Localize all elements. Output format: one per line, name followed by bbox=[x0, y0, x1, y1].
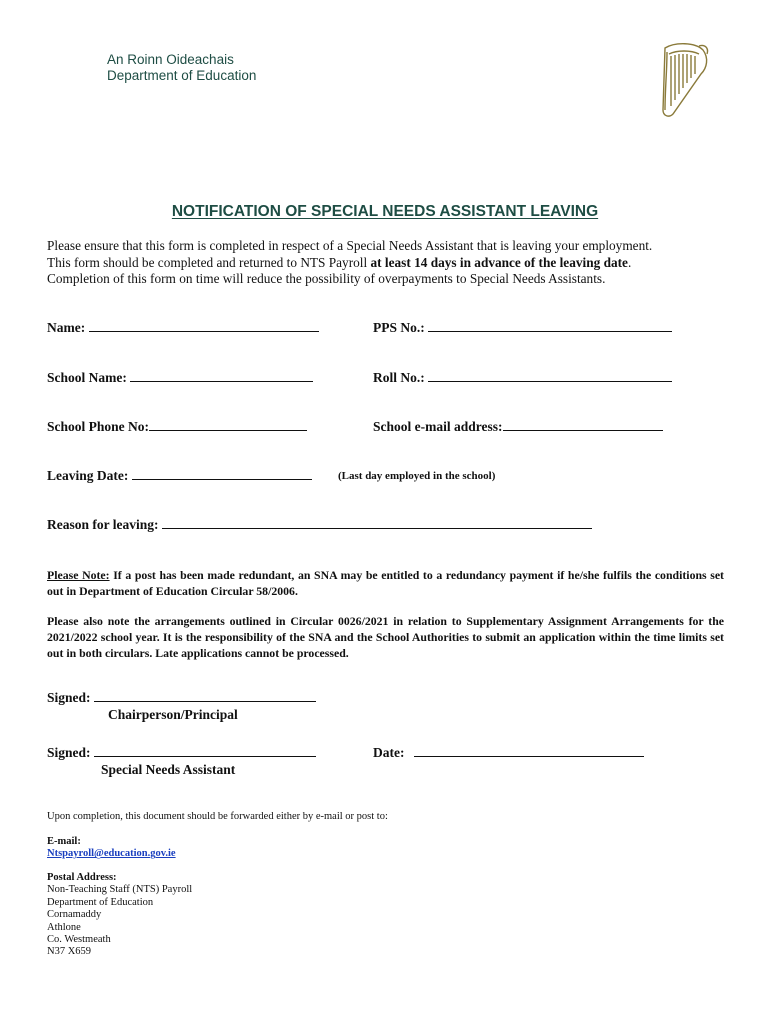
signature-sna-line[interactable] bbox=[94, 755, 316, 757]
intro-line-2 bbox=[47, 255, 737, 272]
date-line[interactable] bbox=[414, 755, 644, 757]
org-name-irish: An Roinn Oideachais bbox=[107, 52, 234, 67]
roll-label: Roll No.: bbox=[373, 370, 425, 385]
intro-line-2-end: . bbox=[627, 254, 632, 270]
name-field[interactable] bbox=[47, 320, 319, 336]
signature-sna-field[interactable] bbox=[47, 745, 316, 761]
school-name-label: School Name: bbox=[47, 370, 127, 385]
postal-label: Postal Address: bbox=[47, 872, 117, 883]
signature-principal-line[interactable] bbox=[94, 700, 316, 702]
role-sna: Special Needs Assistant bbox=[101, 762, 236, 777]
school-email-field[interactable] bbox=[373, 419, 663, 435]
intro-line-1: Please ensure that this form is completed in respect of a Special Needs Assistant that is leaving your employment. bbox=[47, 238, 653, 253]
address-line: N37 X659 bbox=[47, 946, 92, 958]
reason-label: Reason for leaving: bbox=[47, 517, 159, 532]
school-name-line[interactable] bbox=[130, 380, 313, 382]
forwarding-instruction: Upon completion, this document should be forwarded either by e-mail or post to: bbox=[47, 811, 388, 822]
address-line: Cornamaddy bbox=[47, 909, 102, 921]
intro-line-2-text: This form should be completed and returned to NTS Payroll bbox=[47, 254, 371, 270]
leaving-date-field[interactable] bbox=[47, 468, 312, 484]
school-phone-field[interactable] bbox=[47, 419, 307, 435]
leaving-date-label: Leaving Date: bbox=[47, 468, 129, 483]
email-label: E-mail: bbox=[47, 836, 81, 847]
address-line: Co. Westmeath bbox=[47, 934, 111, 946]
org-name-english: Department of Education bbox=[107, 68, 257, 83]
address-line: Athlone bbox=[47, 921, 81, 933]
department-logo-text bbox=[107, 52, 256, 84]
pps-line[interactable] bbox=[428, 330, 672, 332]
reason-line[interactable] bbox=[162, 527, 592, 529]
name-line[interactable] bbox=[89, 330, 319, 332]
school-phone-line[interactable] bbox=[149, 429, 307, 431]
pps-field[interactable] bbox=[373, 320, 672, 336]
harp-emblem-icon bbox=[655, 40, 711, 125]
roll-line[interactable] bbox=[428, 380, 672, 382]
circular-note: Please also note the arrangements outlined in Circular 0026/2021 in relation to Supplementary Assignment Arrangements for the 2021/2022 school year. It is the responsibility of the SNA and the School Authorities to submit an application within the time limits set out in both circulars. Late applications cannot be processed. bbox=[47, 614, 724, 660]
role-principal: Chairperson/Principal bbox=[108, 707, 238, 722]
email-block bbox=[47, 836, 176, 861]
school-phone-label: School Phone No: bbox=[47, 419, 150, 434]
roll-field[interactable] bbox=[373, 370, 672, 386]
name-label: Name: bbox=[47, 320, 86, 335]
signed-label-2: Signed: bbox=[47, 745, 91, 760]
reason-field[interactable] bbox=[47, 517, 592, 533]
signature-principal-field[interactable] bbox=[47, 690, 316, 706]
intro-line-3: Completion of this form on time will reduce the possibility of overpayments to Special Needs Assistants. bbox=[47, 271, 606, 286]
note-text: If a post has been made redundant, an SNA may be entitled to a redundancy payment if he/she fulfils the conditions set out in Department of Education Circular 58/2006. bbox=[47, 568, 724, 598]
leaving-date-line[interactable] bbox=[132, 478, 312, 480]
redundancy-note bbox=[47, 567, 724, 599]
note-label: Please Note: bbox=[47, 568, 110, 582]
school-email-label: School e-mail address: bbox=[373, 419, 503, 434]
date-label: Date: bbox=[373, 745, 405, 760]
date-field[interactable] bbox=[373, 745, 644, 761]
deadline-emphasis: at least 14 days in advance of the leaving date bbox=[370, 254, 628, 270]
form-title: NOTIFICATION OF SPECIAL NEEDS ASSISTANT LEAVING bbox=[171, 203, 599, 220]
school-email-line[interactable] bbox=[503, 429, 663, 431]
email-link[interactable]: Ntspayroll@education.gov.ie bbox=[47, 848, 176, 860]
pps-label: PPS No.: bbox=[373, 320, 425, 335]
address-line: Department of Education bbox=[47, 896, 154, 908]
address-line: Non-Teaching Staff (NTS) Payroll bbox=[47, 884, 193, 896]
signed-label-1: Signed: bbox=[47, 690, 91, 705]
school-name-field[interactable] bbox=[47, 370, 313, 386]
intro-paragraph bbox=[47, 238, 737, 288]
postal-address-block bbox=[47, 872, 192, 959]
leaving-date-hint: (Last day employed in the school) bbox=[338, 470, 496, 482]
